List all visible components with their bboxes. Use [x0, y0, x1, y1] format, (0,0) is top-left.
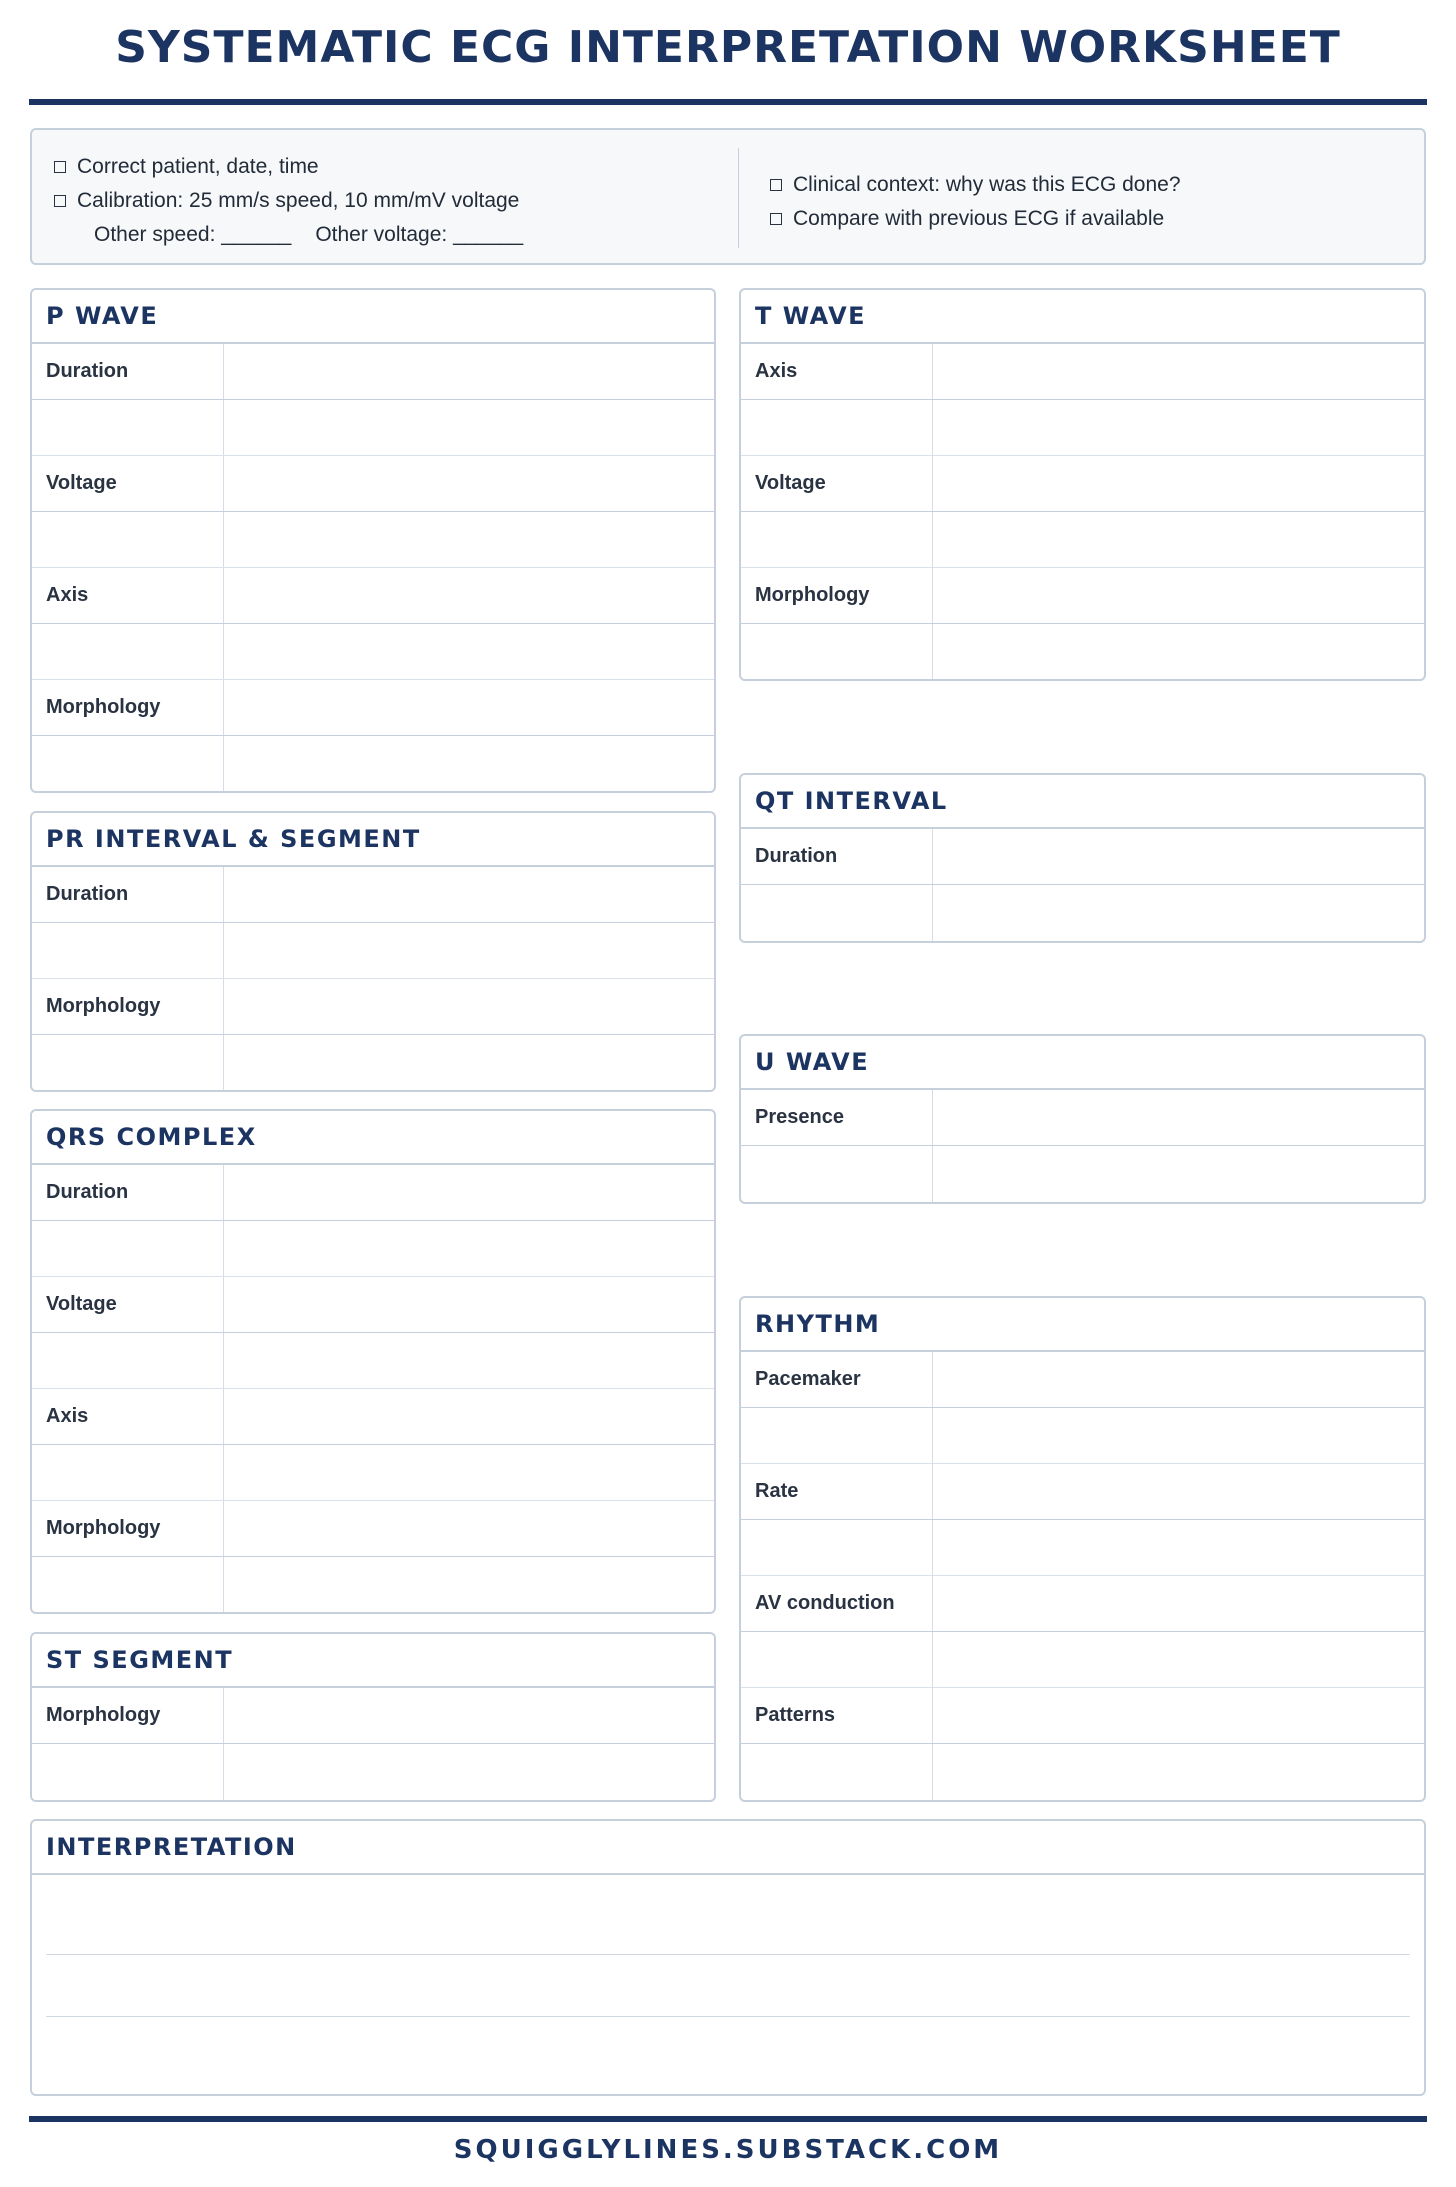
checklist-item-label: Clinical context: why was this ECG done? — [793, 173, 1181, 196]
field-label: Voltage — [741, 456, 933, 511]
field-label: Rate — [741, 1464, 933, 1519]
field-label: Morphology — [32, 979, 224, 1034]
page-title: SYSTEMATIC ECG INTERPRETATION WORKSHEET — [115, 22, 1341, 73]
field-row — [32, 344, 714, 400]
notes-input[interactable] — [933, 1632, 1424, 1687]
field-label: Pacemaker — [741, 1352, 933, 1407]
section-title: P WAVE — [32, 290, 714, 344]
field-input[interactable] — [224, 1165, 714, 1220]
field-label: Axis — [32, 1389, 224, 1444]
notes-row — [741, 1146, 1424, 1202]
other-speed-field[interactable]: Other speed: ______ — [94, 223, 292, 246]
section-title: T WAVE — [741, 290, 1424, 344]
calibration-other-fields — [54, 218, 523, 252]
notes-input[interactable] — [224, 736, 714, 792]
field-row — [32, 1501, 714, 1557]
field-row — [741, 456, 1424, 512]
checklist-item-label: Calibration: 25 mm/s speed, 10 mm/mV voltage — [77, 189, 520, 212]
notes-row — [32, 400, 714, 456]
other-voltage-field[interactable]: Other voltage: ______ — [315, 223, 524, 246]
notes-input[interactable] — [933, 1408, 1424, 1463]
field-input[interactable] — [224, 979, 714, 1034]
field-input[interactable] — [224, 1277, 714, 1332]
field-row — [32, 1688, 714, 1744]
notes-row — [741, 400, 1424, 456]
notes-row — [32, 1035, 714, 1091]
checklist-item[interactable] — [770, 168, 1181, 202]
notes-row — [32, 624, 714, 680]
field-label: AV conduction — [741, 1576, 933, 1631]
field-row — [32, 1165, 714, 1221]
section-u-wave — [739, 1034, 1426, 1204]
field-row — [741, 1352, 1424, 1408]
field-row — [32, 680, 714, 736]
notes-input[interactable] — [933, 885, 1424, 941]
checkbox-icon[interactable] — [770, 213, 782, 225]
field-row — [32, 1277, 714, 1333]
notes-input[interactable] — [224, 1035, 714, 1091]
notes-row — [32, 512, 714, 568]
field-label: Duration — [32, 1165, 224, 1220]
field-row — [741, 1688, 1424, 1744]
field-label: Duration — [32, 344, 224, 399]
section-p-wave — [30, 288, 716, 793]
field-input[interactable] — [224, 568, 714, 623]
section-qrs-complex — [30, 1109, 716, 1614]
checkbox-icon[interactable] — [54, 195, 66, 207]
notes-input[interactable] — [224, 400, 714, 455]
section-interpretation — [30, 1819, 1426, 2096]
notes-input[interactable] — [224, 1333, 714, 1388]
interpretation-text-area[interactable] — [46, 1877, 1410, 2094]
notes-row — [741, 1744, 1424, 1800]
checkbox-icon[interactable] — [54, 161, 66, 173]
notes-row — [741, 512, 1424, 568]
field-row — [32, 867, 714, 923]
field-input[interactable] — [224, 680, 714, 735]
field-input[interactable] — [933, 1090, 1424, 1145]
field-label: Morphology — [32, 1688, 224, 1743]
field-row — [32, 568, 714, 624]
field-label: Voltage — [32, 1277, 224, 1332]
field-input[interactable] — [224, 344, 714, 399]
field-input[interactable] — [933, 344, 1424, 399]
checklist-right — [770, 168, 1181, 236]
field-input[interactable] — [933, 1576, 1424, 1631]
field-row — [741, 1464, 1424, 1520]
field-row — [741, 1576, 1424, 1632]
section-t-wave — [739, 288, 1426, 681]
section-title: PR INTERVAL & SEGMENT — [32, 813, 714, 867]
notes-input[interactable] — [933, 1146, 1424, 1202]
section-qt-interval — [739, 773, 1426, 943]
section-title: INTERPRETATION — [32, 1821, 1424, 1875]
field-input[interactable] — [224, 456, 714, 511]
footer-url: SQUIGGLYLINES.SUBSTACK.COM — [453, 2135, 1003, 2165]
field-row — [741, 344, 1424, 400]
writing-line — [46, 2016, 1410, 2017]
checklist-item-label: Correct patient, date, time — [77, 155, 319, 178]
section-title: U WAVE — [741, 1036, 1424, 1090]
checklist-item[interactable] — [54, 184, 523, 218]
field-input[interactable] — [933, 1352, 1424, 1407]
field-row — [32, 456, 714, 512]
notes-input[interactable] — [933, 1744, 1424, 1800]
field-label: Duration — [32, 867, 224, 922]
notes-input[interactable] — [933, 1520, 1424, 1575]
notes-row — [32, 1557, 714, 1613]
notes-row — [741, 1632, 1424, 1688]
field-label: Morphology — [32, 680, 224, 735]
field-input[interactable] — [933, 829, 1424, 884]
notes-input[interactable] — [224, 923, 714, 978]
notes-row — [741, 885, 1424, 941]
notes-row — [741, 1408, 1424, 1464]
notes-input[interactable] — [224, 1221, 714, 1276]
section-st-segment — [30, 1632, 716, 1802]
writing-line — [46, 1954, 1410, 1955]
checklist-item[interactable] — [54, 150, 523, 184]
field-row — [741, 1090, 1424, 1146]
field-label: Duration — [741, 829, 933, 884]
notes-input[interactable] — [933, 400, 1424, 455]
field-label: Presence — [741, 1090, 933, 1145]
notes-row — [32, 1333, 714, 1389]
section-title: QRS COMPLEX — [32, 1111, 714, 1165]
field-input[interactable] — [224, 1688, 714, 1743]
notes-row — [741, 1520, 1424, 1576]
checkbox-icon[interactable] — [770, 179, 782, 191]
field-row — [32, 1389, 714, 1445]
field-row — [32, 979, 714, 1035]
notes-row — [32, 923, 714, 979]
notes-row — [32, 1221, 714, 1277]
field-input[interactable] — [224, 1389, 714, 1444]
field-label: Axis — [32, 568, 224, 623]
checklist-item[interactable] — [770, 202, 1181, 236]
notes-input[interactable] — [933, 512, 1424, 567]
field-label: Axis — [741, 344, 933, 399]
top-rule — [29, 99, 1427, 105]
field-label: Patterns — [741, 1688, 933, 1743]
checklist-divider — [738, 148, 739, 248]
field-row — [741, 568, 1424, 624]
notes-input[interactable] — [224, 512, 714, 567]
checklist-left — [54, 150, 523, 252]
field-row — [741, 829, 1424, 885]
field-input[interactable] — [224, 867, 714, 922]
notes-input[interactable] — [224, 1445, 714, 1500]
field-label: Morphology — [32, 1501, 224, 1556]
pre-check-panel — [30, 128, 1426, 265]
checklist-item-label: Compare with previous ECG if available — [793, 207, 1165, 230]
bottom-rule — [29, 2116, 1427, 2122]
notes-input[interactable] — [224, 624, 714, 679]
notes-row — [32, 736, 714, 792]
field-input[interactable] — [933, 1688, 1424, 1743]
section-pr-interval — [30, 811, 716, 1092]
section-rhythm — [739, 1296, 1426, 1802]
field-input[interactable] — [933, 1464, 1424, 1519]
field-label: Morphology — [741, 568, 933, 623]
field-label: Voltage — [32, 456, 224, 511]
field-input[interactable] — [933, 456, 1424, 511]
notes-row — [32, 1445, 714, 1501]
section-title: QT INTERVAL — [741, 775, 1424, 829]
field-input[interactable] — [224, 1501, 714, 1556]
notes-row — [741, 624, 1424, 680]
notes-input[interactable] — [224, 1744, 714, 1800]
notes-row — [32, 1744, 714, 1800]
field-input[interactable] — [933, 568, 1424, 623]
notes-input[interactable] — [933, 624, 1424, 680]
section-title: ST SEGMENT — [32, 1634, 714, 1688]
notes-input[interactable] — [224, 1557, 714, 1613]
section-title: RHYTHM — [741, 1298, 1424, 1352]
